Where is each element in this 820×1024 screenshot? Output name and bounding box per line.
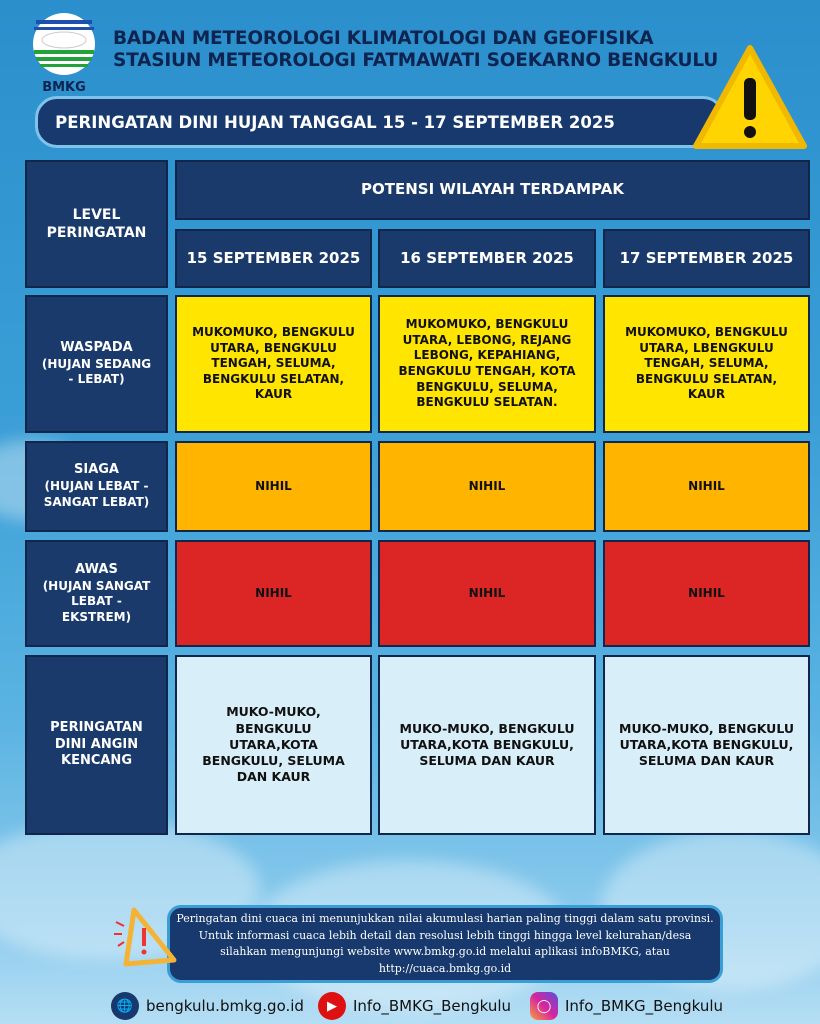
level-name: WASPADA <box>60 339 133 355</box>
area-cell: MUKOMUKO, BENGKULU UTARA, LBENGKULU TENGAH, SELUMA, BENGKULU SELATAN, KAUR <box>603 295 810 433</box>
level-cell <box>25 295 168 433</box>
footer-youtube[interactable] <box>318 992 511 1020</box>
level-description: (HUJAN SANGAT LEBAT - EKSTREM) <box>42 578 151 624</box>
youtube-link[interactable]: Info_BMKG_Bengkulu <box>353 997 512 1015</box>
warning-banner <box>35 96 725 148</box>
level-cell <box>25 441 168 532</box>
alert-icon <box>112 900 182 970</box>
area-cell: NIHIL <box>378 540 596 647</box>
level-cell <box>25 540 168 647</box>
bmkg-logo-icon <box>32 12 96 76</box>
area-cell: NIHIL <box>175 441 372 532</box>
date-header: 17 SEPTEMBER 2025 <box>603 229 810 288</box>
youtube-icon: ▶ <box>318 992 346 1020</box>
area-header: POTENSI WILAYAH TERDAMPAK <box>175 160 810 220</box>
instagram-icon: ◯ <box>530 992 558 1020</box>
level-header: LEVEL PERINGATAN <box>25 160 168 288</box>
warning-triangle-icon <box>692 42 808 152</box>
level-name: AWAS <box>75 561 118 577</box>
globe-icon: 🌐 <box>111 992 139 1020</box>
org-title: BADAN METEOROLOGI KLIMATOLOGI DAN GEOFISIKA <box>113 28 654 49</box>
level-description: (HUJAN SEDANG - LEBAT) <box>41 356 152 387</box>
footer-website[interactable] <box>111 992 304 1020</box>
area-cell: MUKOMUKO, BENGKULU UTARA, LEBONG, REJANG LEBONG, KEPAHIANG, BENGKULU TENGAH, KOTA BENGKULU, SELUMA, BENGKULU SELATAN. <box>378 295 596 433</box>
station-title: STASIUN METEOROLOGI FATMAWATI SOEKARNO BENGKULU <box>113 50 719 71</box>
disclaimer-note: Peringatan dini cuaca ini menunjukkan nilai akumulasi harian paling tinggi dalam satu provinsi. Untuk informasi cuaca lebih detail dan resolusi lebih tinggi hingga level kelurahan/desa silahkan mengunjungi website www.bmkg.go.id melalui aplikasi infoBMKG, atau http://cuaca.bmkg.go.id <box>167 905 723 983</box>
level-description: (HUJAN LEBAT - SANGAT LEBAT) <box>43 479 150 509</box>
area-cell: NIHIL <box>175 540 372 647</box>
instagram-link[interactable]: Info_BMKG_Bengkulu <box>565 997 724 1015</box>
area-cell: NIHIL <box>603 441 810 532</box>
banner-title: PERINGATAN DINI HUJAN TANGGAL 15 - 17 SEPTEMBER 2025 <box>55 112 615 132</box>
area-cell: MUKO-MUKO, BENGKULU UTARA,KOTA BENGKULU, SELUMA DAN KAUR <box>603 655 810 835</box>
logo-text: BMKG <box>42 80 86 95</box>
website-link[interactable]: bengkulu.bmkg.go.id <box>146 997 304 1015</box>
area-cell: MUKOMUKO, BENGKULU UTARA, BENGKULU TENGAH, SELUMA, BENGKULU SELATAN, KAUR <box>175 295 372 433</box>
area-cell: NIHIL <box>378 441 596 532</box>
area-cell: MUKO-MUKO, BENGKULU UTARA,KOTA BENGKULU, SELUMA DAN KAUR <box>378 655 596 835</box>
date-header: 15 SEPTEMBER 2025 <box>175 229 372 288</box>
level-name: PERINGATAN DINI ANGIN KENCANG <box>50 719 143 769</box>
area-cell: MUKO-MUKO, BENGKULU UTARA,KOTA BENGKULU, SELUMA DAN KAUR <box>175 655 372 835</box>
bmkg-logo <box>32 12 96 95</box>
area-cell: NIHIL <box>603 540 810 647</box>
footer-instagram[interactable] <box>530 992 723 1020</box>
level-name: SIAGA <box>74 462 119 478</box>
date-header: 16 SEPTEMBER 2025 <box>378 229 596 288</box>
level-cell <box>25 655 168 835</box>
